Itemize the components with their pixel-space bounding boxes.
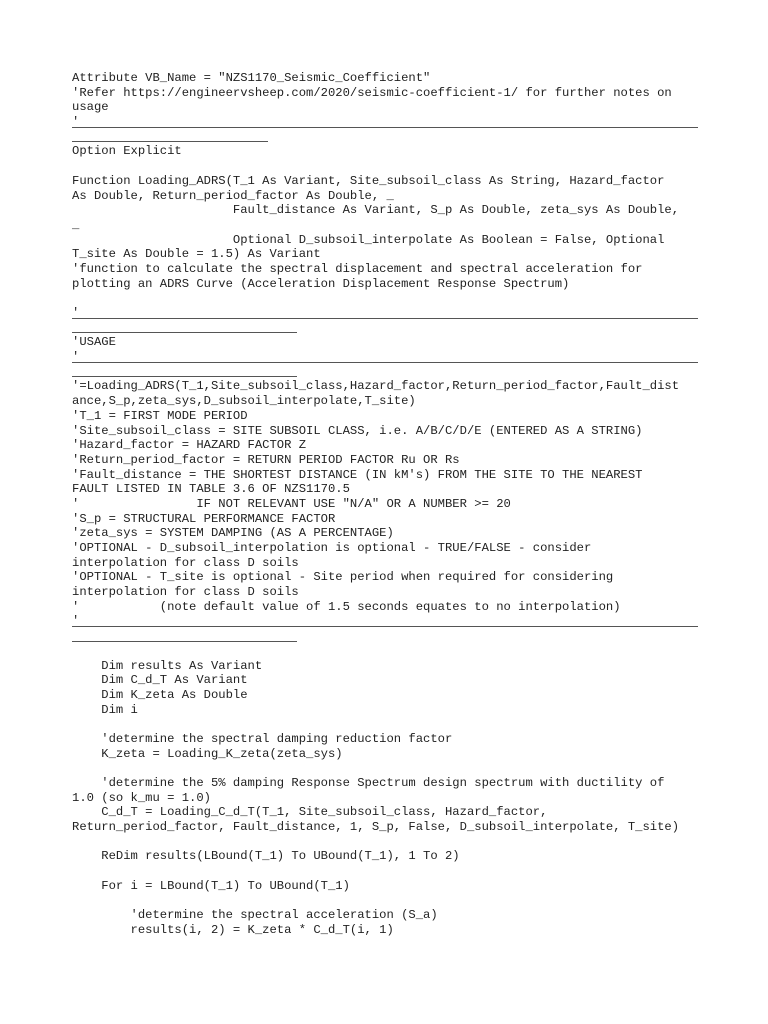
code-line: Function Loading_ADRS(T_1 As Variant, Site_subsoil_class As String, Hazard_factor [72, 173, 665, 188]
blank-line [72, 291, 700, 306]
code-line: Dim C_d_T As Variant [72, 673, 248, 688]
code-line: plotting an ADRS Curve (Acceleration Displacement Response Spectrum) [72, 276, 570, 291]
code-line: FAULT LISTED IN TABLE 3.6 OF NZS1170.5 [72, 482, 350, 497]
code-line: Fault_distance As Variant, S_p As Double, zeta_sys As Double, [72, 203, 680, 218]
blank-line [72, 864, 700, 879]
code-line: 'zeta_sys = SYSTEM DAMPING (AS A PERCENTAGE) [72, 526, 394, 541]
comment-tick: ' [72, 614, 80, 629]
code-line: 'OPTIONAL - T_site is optional - Site period when required for considering [72, 570, 614, 585]
blank-line [72, 894, 700, 909]
separator-rule [72, 306, 700, 321]
blank-line [72, 159, 700, 174]
code-line: 'Site_subsoil_class = SITE SUBSOIL CLASS, i.e. A/B/C/D/E (ENTERED AS A STRING) [72, 423, 643, 438]
code-line: _ [72, 217, 80, 232]
blank-line [72, 761, 700, 776]
code-line: 'Refer https://engineervsheep.com/2020/seismic-coefficient-1/ for further notes on [72, 85, 672, 100]
code-line: As Double, Return_period_factor As Double, _ [72, 188, 394, 203]
code-line: Dim K_zeta As Double [72, 687, 248, 702]
blank-line [72, 717, 700, 732]
code-line: 'S_p = STRUCTURAL PERFORMANCE FACTOR [72, 511, 336, 526]
rule-line [72, 641, 297, 642]
code-line: ReDim results(LBound(T_1) To UBound(T_1), 1 To 2) [72, 849, 460, 864]
code-document [72, 71, 700, 938]
rule-line [72, 127, 698, 128]
rule-line [72, 318, 698, 319]
code-line: '=Loading_ADRS(T_1,Site_subsoil_class,Hazard_factor,Return_period_factor,Fault_dist [72, 379, 680, 394]
code-line: Attribute VB_Name = "NZS1170_Seismic_Coefficient" [72, 71, 431, 85]
code-line: Return_period_factor, Fault_distance, 1, S_p, False, D_subsoil_interpolate, T_site) [72, 820, 680, 835]
code-line: 'OPTIONAL - D_subsoil_interpolation is optional - TRUE/FALSE - consider [72, 541, 592, 555]
code-line: Dim results As Variant [72, 658, 263, 673]
code-line: interpolation for class D soils [72, 585, 299, 600]
code-line: 'Hazard_factor = HAZARD FACTOR Z [72, 438, 307, 453]
rule-line [72, 626, 698, 627]
blank-line [72, 644, 700, 659]
separator-rule [72, 614, 700, 629]
code-line: 'determine the spectral damping reduction factor [72, 731, 453, 746]
code-line: usage [72, 100, 109, 115]
code-line: 'USAGE [72, 335, 116, 350]
code-line: 'function to calculate the spectral displacement and spectral acceleration for [72, 261, 643, 276]
code-line: ' IF NOT RELEVANT USE "N/A" OR A NUMBER >= 20 [72, 496, 511, 511]
separator-rule-continuation [72, 321, 700, 336]
code-line: 'determine the spectral acceleration (S_a) [72, 908, 438, 923]
comment-tick: ' [72, 350, 80, 365]
blank-line [72, 835, 700, 850]
code-line: 'T_1 = FIRST MODE PERIOD [72, 408, 248, 423]
separator-rule [72, 350, 700, 365]
code-line: 1.0 (so k_mu = 1.0) [72, 790, 211, 805]
separator-rule-continuation [72, 365, 700, 380]
code-line: K_zeta = Loading_K_zeta(zeta_sys) [72, 746, 343, 761]
code-line: C_d_T = Loading_C_d_T(T_1, Site_subsoil_class, Hazard_factor, [72, 805, 548, 820]
rule-line [72, 362, 698, 363]
code-line: Option Explicit [72, 144, 182, 159]
code-line: T_site As Double = 1.5) As Variant [72, 247, 321, 262]
code-line: For i = LBound(T_1) To UBound(T_1) [72, 878, 350, 893]
separator-rule-continuation [72, 629, 700, 644]
code-line: 'Return_period_factor = RETURN PERIOD FACTOR Ru OR Rs [72, 452, 460, 467]
code-line: 'determine the 5% damping Response Spectrum design spectrum with ductility of [72, 776, 665, 790]
code-line: Dim i [72, 702, 138, 717]
rule-line [72, 332, 297, 333]
comment-tick: ' [72, 306, 80, 320]
code-line: ance,S_p,zeta_sys,D_subsoil_interpolate,T_site) [72, 394, 416, 409]
separator-rule-continuation [72, 130, 700, 145]
separator-rule [72, 115, 700, 130]
code-line: interpolation for class D soils [72, 555, 299, 570]
rule-line [72, 141, 268, 142]
code-line: ' (note default value of 1.5 seconds equates to no interpolation) [72, 599, 621, 614]
comment-tick: ' [72, 115, 80, 130]
code-line: 'Fault_distance = THE SHORTEST DISTANCE (IN kM's) FROM THE SITE TO THE NEAREST [72, 467, 643, 482]
rule-line [72, 376, 297, 377]
code-line: Optional D_subsoil_interpolate As Boolean = False, Optional [72, 232, 665, 247]
code-line: results(i, 2) = K_zeta * C_d_T(i, 1) [72, 922, 394, 937]
